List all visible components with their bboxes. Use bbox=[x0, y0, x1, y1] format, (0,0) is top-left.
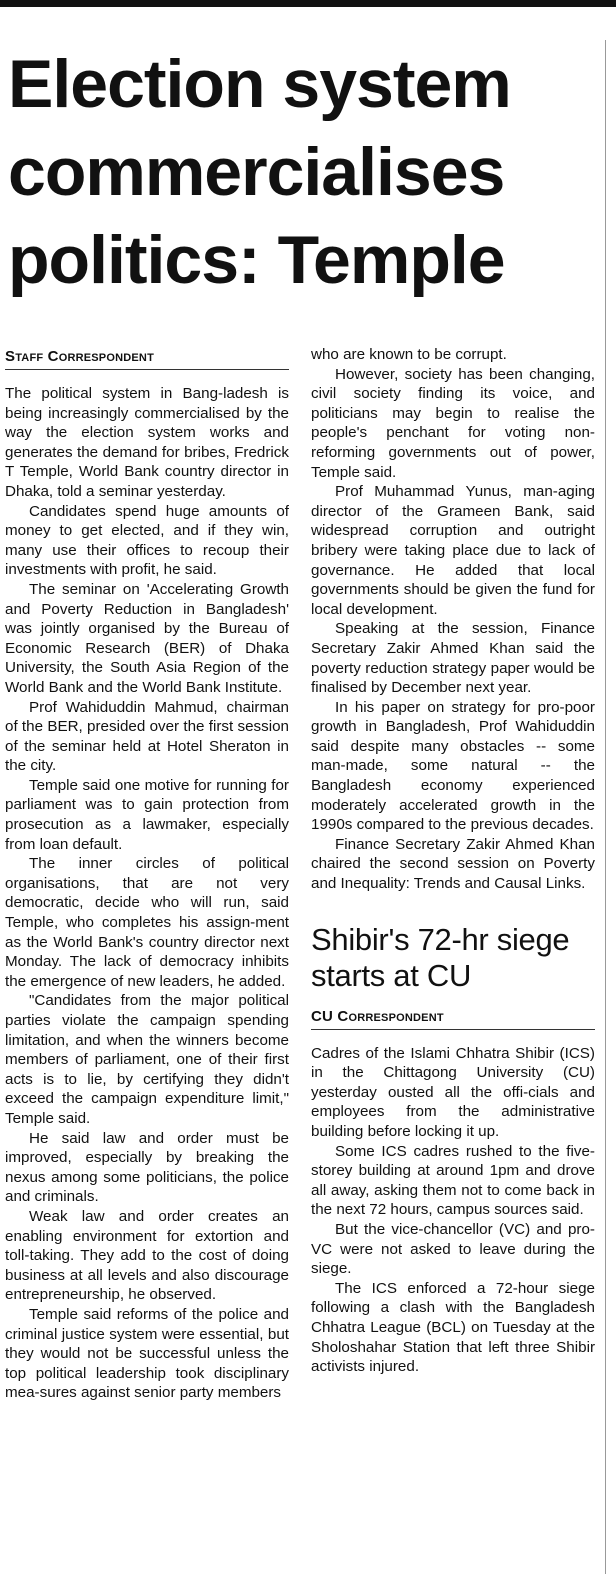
article1-body bbox=[5, 384, 289, 1403]
paragraph: Temple said one motive for running for parliament was to gain protection from prosecution as a lawmaker, especially from loan default. bbox=[5, 776, 289, 853]
paragraph: Temple said reforms of the police and criminal justice system were essential, but they would not be successful unless the top political leadership took disciplinary mea-sures against senior party members bbox=[5, 1305, 289, 1402]
paragraph: The ICS enforced a 72-hour siege following a clash with the Bangladesh Chhatra League (BCL) on Tuesday at the Sholoshahar Station that left three Shibir activists injured. bbox=[311, 1279, 595, 1376]
paragraph: The inner circles of political organisations, that are not very democratic, decide who will run, said Temple, who completes his assign-ment as the World Bank's country director next Monday. The lack of democracy inhibits the emergence of new leaders, he added. bbox=[5, 855, 289, 990]
paragraph: Cadres of the Islami Chhatra Shibir (ICS) in the Chittagong University (CU) yesterday ousted all the offi-cials and employees from the administrative building before locking it up. bbox=[311, 1044, 595, 1140]
paragraph: Prof Wahiduddin Mahmud, chairman of the BER, presided over the first session of the seminar held at Hotel Sheraton in the city. bbox=[5, 698, 289, 775]
paragraph: Prof Muhammad Yunus, man-aging director of the Grameen Bank, said widespread corruption and outright bribery were taking place due to lack of governance. He added that local governments should be given the fund for local development. bbox=[311, 483, 595, 618]
byline-staff-correspondent: Staff Correspondent bbox=[5, 346, 289, 370]
paragraph: The political system in Bang-ladesh is being increasingly commercialised by the way the election system works and generates the demand for bribes, Fredrick T Temple, World Bank country director in Dhaka, told a seminar yesterday. bbox=[5, 385, 289, 500]
column-left bbox=[5, 346, 289, 1403]
byline-cu-correspondent: CU Correspondent bbox=[311, 1006, 595, 1030]
paragraph: Weak law and order creates an enabling environment for extortion and toll-taking. They add to the cost of doing business at all levels and also discourage entrepreneurship, he observed. bbox=[5, 1207, 289, 1304]
paragraph: However, society has been changing, civil society finding its voice, and politicians may begin to realise the people's penchant for voting non-reforming governments out of power, Temple said. bbox=[311, 365, 595, 481]
paragraph: who are known to be corrupt. bbox=[311, 346, 507, 363]
top-rule bbox=[0, 0, 616, 7]
headline-election-system: Election system commercialises politics: Temple bbox=[8, 46, 511, 298]
paragraph: He said law and order must be improved, especially by breaking the nexus among some politicians, the police and criminals. bbox=[5, 1129, 289, 1206]
paragraph: In his paper on strategy for pro-poor growth in Bangladesh, Prof Wahiduddin said despite many obstacles -- some man-made, some natural -- the Bangladesh economy experienced moderately accelerated growth in the 1990s compared to the previous decades. bbox=[311, 698, 595, 834]
headline-shibir-siege: Shibir's 72-hr siege starts at CU bbox=[311, 921, 570, 993]
paragraph: But the vice-chancellor (VC) and pro-VC were not asked to leave during the siege. bbox=[311, 1220, 595, 1278]
column-right bbox=[311, 345, 595, 1377]
paragraph: Speaking at the session, Finance Secretary Zakir Ahmed Khan said the poverty reduction strategy paper would be finalised by December next year. bbox=[311, 620, 595, 697]
paragraph: Some ICS cadres rushed to the five-storey building at around 1pm and drove all away, asking them not to come back in the next 72 hours, campus sources said. bbox=[311, 1142, 595, 1219]
article1-continued bbox=[311, 345, 595, 894]
paragraph: Finance Secretary Zakir Ahmed Khan chaired the second session on Poverty and Inequality: Trends and Causal Links. bbox=[311, 835, 595, 893]
paragraph: Candidates spend huge amounts of money to get elected, and if they win, many use their offices to recoup their investments with profit, he said. bbox=[5, 502, 289, 579]
paragraph: The seminar on 'Accelerating Growth and Poverty Reduction in Bangladesh' was jointly organised by the Bureau of Economic Research (BER) of Dhaka University, the South Asia Region of the World Bank and the World Bank Institute. bbox=[5, 580, 289, 696]
paragraph: "Candidates from the major political parties violate the campaign spending limitation, and when the winners become members of parliament, one of their first acts is to lie, by certifying they didn't exceed the campaign expenditure limit," Temple said. bbox=[5, 992, 289, 1127]
article2-body bbox=[311, 1044, 595, 1377]
